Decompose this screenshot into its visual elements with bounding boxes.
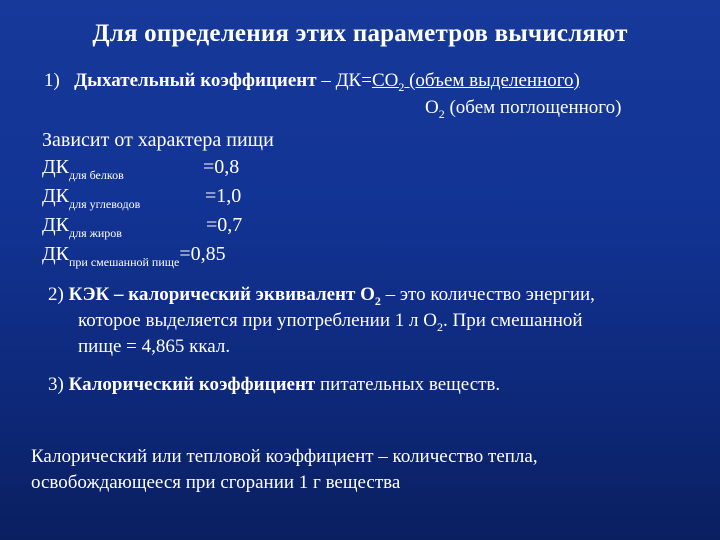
dk-value-proteins: =0,8	[203, 156, 240, 178]
item2-line1	[48, 283, 595, 308]
item2-term: КЭК – калорический эквивалент О	[68, 284, 375, 305]
definition-line1: Калорический или тепловой коэффициент – количество тепла,	[31, 446, 538, 467]
dk-subscript: для углеводов	[68, 197, 141, 211]
item2-line2-b: . При смешанной	[442, 310, 583, 331]
dk-value-mixed: =0,85	[179, 243, 226, 265]
item3-term: Калорический коэффициент	[68, 374, 316, 395]
item1-denominator	[425, 96, 621, 121]
dk-subscript: при смешанной пище	[68, 255, 180, 269]
numerator-note: (объем выделенного)	[404, 70, 580, 91]
item3-line	[48, 373, 500, 397]
dk-prefix: ДК	[42, 185, 69, 207]
dk-row-carbs	[42, 184, 140, 210]
dk-prefix: ДК	[42, 156, 69, 178]
dk-value-carbs: =1,0	[205, 185, 242, 207]
item2-line2-subscript: 2	[436, 320, 443, 334]
co2-subscript: 2	[398, 80, 405, 94]
slide-title: Для определения этих параметров вычисляют	[92, 20, 628, 47]
item3-number: 3)	[48, 374, 69, 395]
dk-prefix: ДК	[42, 243, 69, 265]
item2-term-subscript: 2	[374, 294, 381, 308]
definition-line2: освобождающееся при сгорании 1 г вещества	[31, 472, 401, 493]
item2-line2	[78, 309, 583, 334]
dk-row-fats	[42, 213, 122, 239]
o2-subscript: 2	[438, 107, 445, 121]
dk-subscript: для белков	[68, 168, 124, 182]
o2-symbol: O	[425, 97, 439, 118]
dk-value-fats: =0,7	[206, 214, 243, 236]
item1-numerator	[371, 70, 580, 94]
depends-text: Зависит от характера пищи	[42, 129, 274, 151]
dk-row-mixed	[42, 242, 226, 268]
item2-line3: пище = 4,865 ккал.	[78, 336, 231, 357]
item2-number: 2)	[48, 284, 69, 305]
item3-rest: питательных веществ.	[315, 374, 501, 395]
item2-text1: – это количество энергии,	[380, 284, 595, 305]
denominator-note: (обем поглощенного)	[444, 97, 622, 118]
item1-term: Дыхательный коэффициент	[74, 70, 317, 91]
item1-number: 1)	[44, 70, 60, 91]
item1-dash: – ДК=	[316, 70, 372, 91]
item1-line	[44, 69, 580, 94]
item2-line2-a: которое выделяется при употреблении 1 л О	[78, 310, 437, 331]
dk-prefix: ДК	[42, 214, 69, 236]
co2-symbol: CO	[371, 70, 399, 91]
dk-subscript: для жиров	[68, 226, 122, 240]
dk-row-proteins	[42, 155, 124, 181]
